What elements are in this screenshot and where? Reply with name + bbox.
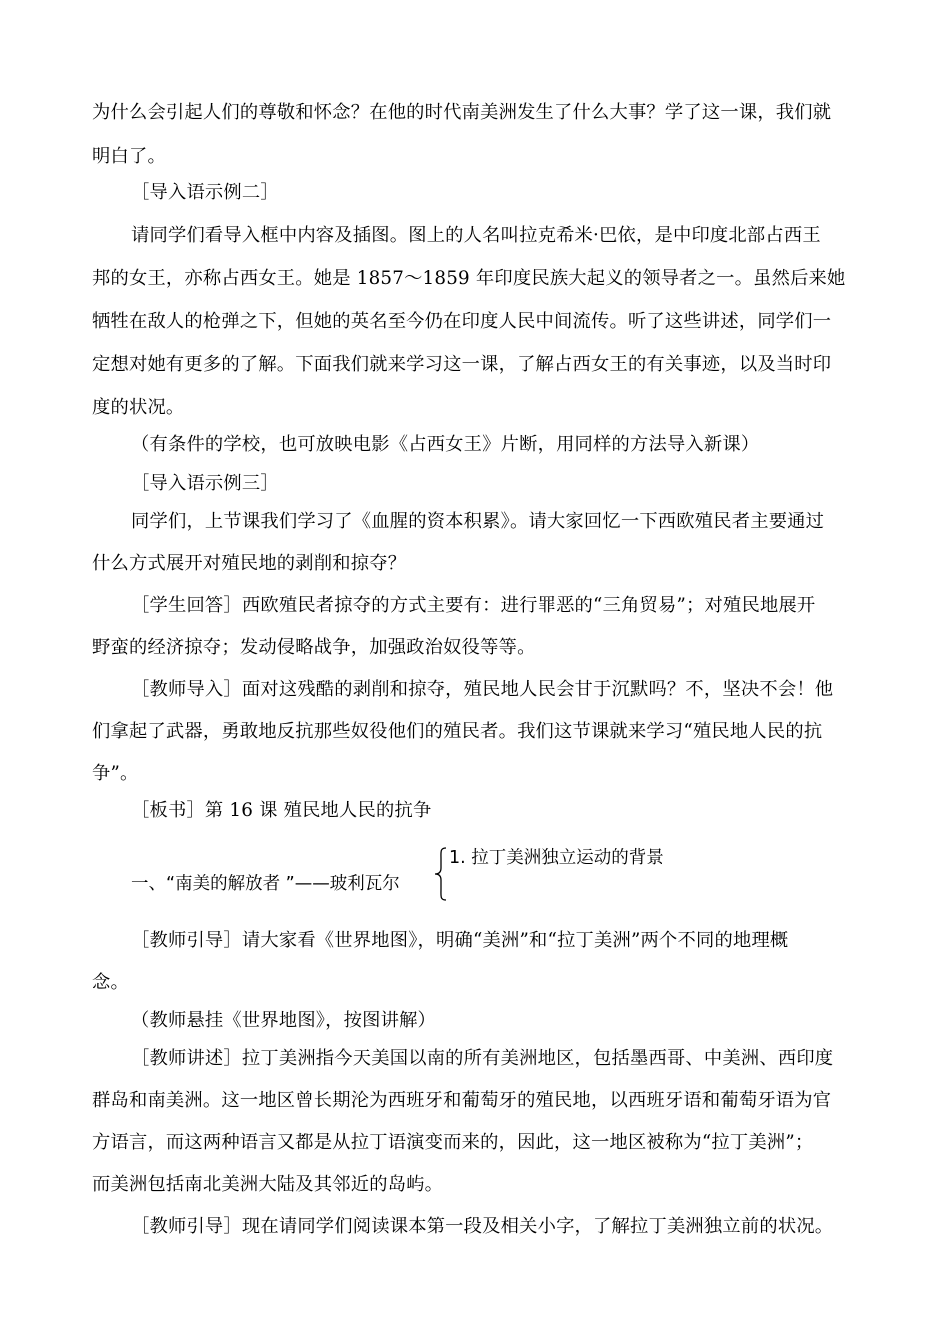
text-line: 定想对她有更多的了解。下面我们就来学习这一课，了解占西女王的有关事迹，以及当时印 <box>92 354 832 375</box>
text-line: 牺牲在敌人的枪弹之下，但她的英名至今仍在印度人民中间流传。听了这些讲述，同学们一 <box>92 311 832 332</box>
text-line: ［学生回答］西欧殖民者掠夺的方式主要有：进行罪恶的“三角贸易”；对殖民地展开 <box>131 595 816 616</box>
text-line: 同学们，上节课我们学习了《血腥的资本积累》。请大家回忆一下西欧殖民者主要通过 <box>131 511 825 532</box>
text-line: 明白了。 <box>92 146 166 167</box>
text-line: 为什么会引起人们的尊敬和怀念？在他的时代南美洲发生了什么大事？学了这一课，我们就 <box>92 102 832 123</box>
text-line: 念。 <box>92 972 129 993</box>
text-line: ［教师讲述］拉丁美洲指今天美国以南的所有美洲地区，包括墨西哥、中美洲、西印度 <box>131 1048 834 1069</box>
text-line: 请同学们看导入框中内容及插图。图上的人名叫拉克希米·巴依，是中印度北部占西王 <box>131 225 821 246</box>
curly-brace-icon <box>434 847 448 901</box>
text-line: 而美洲包括南北美洲大陆及其邻近的岛屿。 <box>92 1174 444 1195</box>
text-line: ［教师导入］面对这残酷的剥削和掠夺，殖民地人民会甘于沉默吗？不，坚决不会！他 <box>131 679 834 700</box>
text-line: （教师悬挂《世界地图》，按图讲解） <box>131 1010 437 1031</box>
text-line: 度的状况。 <box>92 397 185 418</box>
text-line: （有条件的学校，也可放映电影《占西女王》片断，用同样的方法导入新课） <box>131 434 760 455</box>
section-label: ［导入语示例三］ <box>131 473 279 494</box>
board-outline <box>131 843 771 903</box>
outline-item-1: 1. 拉丁美洲独立运动的背景 <box>449 848 664 868</box>
board-title: ［板书］第 16 课 殖民地人民的抗争 <box>131 800 432 821</box>
text-line: ［教师引导］请大家看《世界地图》，明确“美洲”和“拉丁美洲”两个不同的地理概 <box>131 930 789 951</box>
section-label: ［导入语示例二］ <box>131 182 279 203</box>
text-line: 争”。 <box>92 763 139 784</box>
text-line: 方语言，而这两种语言又都是从拉丁语演变而来的，因此，这一地区被称为“拉丁美洲”； <box>92 1132 814 1153</box>
text-line: 野蛮的经济掠夺；发动侵略战争，加强政治奴役等等。 <box>92 637 536 658</box>
text-line: ［教师引导］现在请同学们阅读课本第一段及相关小字，了解拉丁美洲独立前的状况。 <box>131 1216 834 1237</box>
text-line: 邦的女王，亦称占西女王。她是 1857～1859 年印度民族大起义的领导者之一。虽然后来她 <box>92 268 846 289</box>
text-line: 们拿起了武器，勇敢地反抗那些奴役他们的殖民者。我们这节课就来学习“殖民地人民的抗 <box>92 721 823 742</box>
text-line: 什么方式展开对殖民地的剥削和掠夺？ <box>92 553 407 574</box>
text-line: 群岛和南美洲。这一地区曾长期沦为西班牙和葡萄牙的殖民地，以西班牙语和葡萄牙语为官 <box>92 1090 832 1111</box>
outline-section-heading: 一、“南美的解放者 ”——玻利瓦尔 <box>131 874 400 894</box>
